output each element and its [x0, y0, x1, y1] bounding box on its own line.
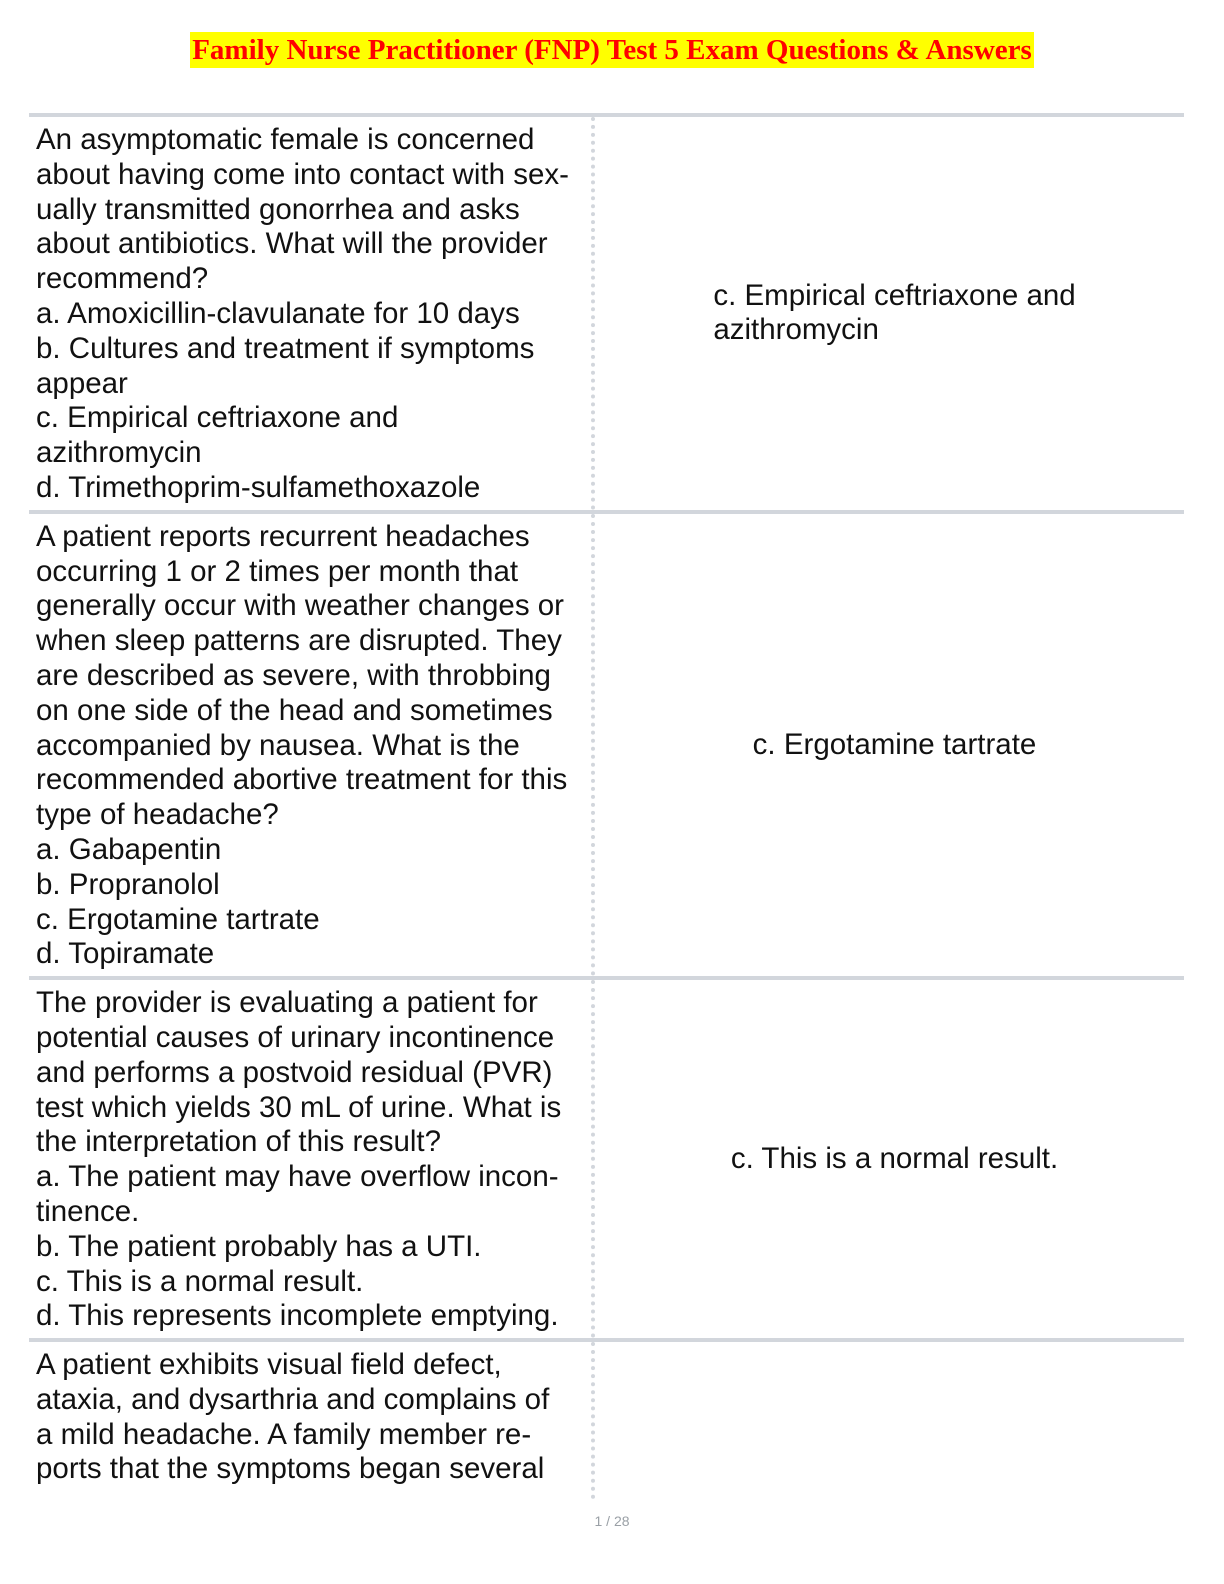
question-line: when sleep patterns are disrupted. They: [36, 624, 562, 658]
question-line: about having come into contact with sex-: [36, 157, 569, 191]
answer-text: [731, 1142, 1058, 1177]
flashcard: [29, 510, 1184, 976]
option-b: b. Cultures and treatment if symptoms: [36, 331, 535, 365]
question-cell: [29, 1342, 595, 1499]
question-line: on one side of the head and sometimes: [36, 693, 553, 727]
answer-cell: [595, 980, 1184, 1338]
question-line: about antibiotics. What will the provider: [36, 227, 548, 261]
answer-text: [753, 728, 1037, 763]
question-line: potential causes of urinary incontinence: [36, 1020, 555, 1054]
question-line: are described as severe, with throbbing: [36, 658, 551, 692]
flashcard: [29, 113, 1184, 510]
option-d: d. This represents incomplete emptying.: [36, 1299, 559, 1333]
flashcard: [29, 1338, 1184, 1499]
question-line: and performs a postvoid residual (PVR): [36, 1055, 553, 1089]
question-line: generally occur with weather changes or: [36, 589, 565, 623]
question-line: occurring 1 or 2 times per month that: [36, 554, 519, 588]
question-line: An asymptomatic female is concerned: [36, 123, 535, 156]
answer-cell: [595, 117, 1184, 510]
answer-line: c. Ergotamine tartrate: [752, 727, 1037, 761]
option-d: d. Trimethoprim-sulfamethoxazole: [36, 470, 481, 504]
question-line: the interpretation of this result?: [36, 1125, 442, 1159]
question-line: recommend?: [36, 262, 209, 296]
option-a: a. The patient may have overflow incon-: [36, 1160, 559, 1194]
option-c: c. Ergotamine tartrate: [36, 902, 320, 936]
flashcard: [29, 976, 1184, 1338]
question-line: recommended abortive treatment for this: [36, 763, 568, 797]
question-cell: [29, 980, 595, 1338]
question-line: ually transmitted gonorrhea and asks: [36, 192, 520, 226]
title-container: [0, 32, 1224, 68]
question-line: type of headache?: [36, 798, 279, 832]
question-line: A patient exhibits visual field defect,: [36, 1348, 502, 1382]
question-line: test which yields 30 mL of urine. What is: [36, 1090, 562, 1124]
answer-cell: [595, 514, 1184, 976]
option-a: a. Amoxicillin-clavulanate for 10 days: [36, 296, 520, 330]
question-line: The provider is evaluating a patient for: [36, 986, 538, 1020]
flashcard-list: [29, 113, 1184, 1499]
document-title: Family Nurse Practitioner (FNP) Test 5 Exam Questions & Answers: [192, 34, 1032, 66]
option-a: a. Gabapentin: [36, 832, 222, 866]
question-cell: [29, 514, 595, 976]
answer-text: [713, 279, 1075, 349]
question-line: A patient reports recurrent headaches: [36, 519, 530, 553]
question-line: accompanied by nausea. What is the: [36, 728, 520, 762]
page-number: 1 / 28: [594, 1513, 630, 1529]
question-cell: [29, 117, 595, 510]
option-c-cont: azithromycin: [36, 436, 202, 470]
answer-line: c. Empirical ceftriaxone and: [713, 278, 1076, 312]
question-line: a mild headache. A family member re-: [36, 1417, 532, 1451]
question-line: ports that the symptoms began several: [36, 1452, 545, 1486]
answer-cell: [595, 1342, 1184, 1499]
question-line: ataxia, and dysarthria and complains of: [36, 1382, 550, 1416]
option-b: b. The patient probably has a UTI.: [36, 1229, 482, 1263]
option-c: c. This is a normal result.: [36, 1264, 364, 1298]
option-a-cont: tinence.: [36, 1194, 140, 1228]
option-c: c. Empirical ceftriaxone and: [36, 401, 399, 435]
answer-line: azithromycin: [713, 313, 879, 347]
option-b: b. Propranolol: [36, 867, 220, 901]
option-d: d. Topiramate: [36, 937, 215, 971]
option-b-cont: appear: [36, 366, 128, 400]
answer-line: c. This is a normal result.: [730, 1141, 1059, 1175]
